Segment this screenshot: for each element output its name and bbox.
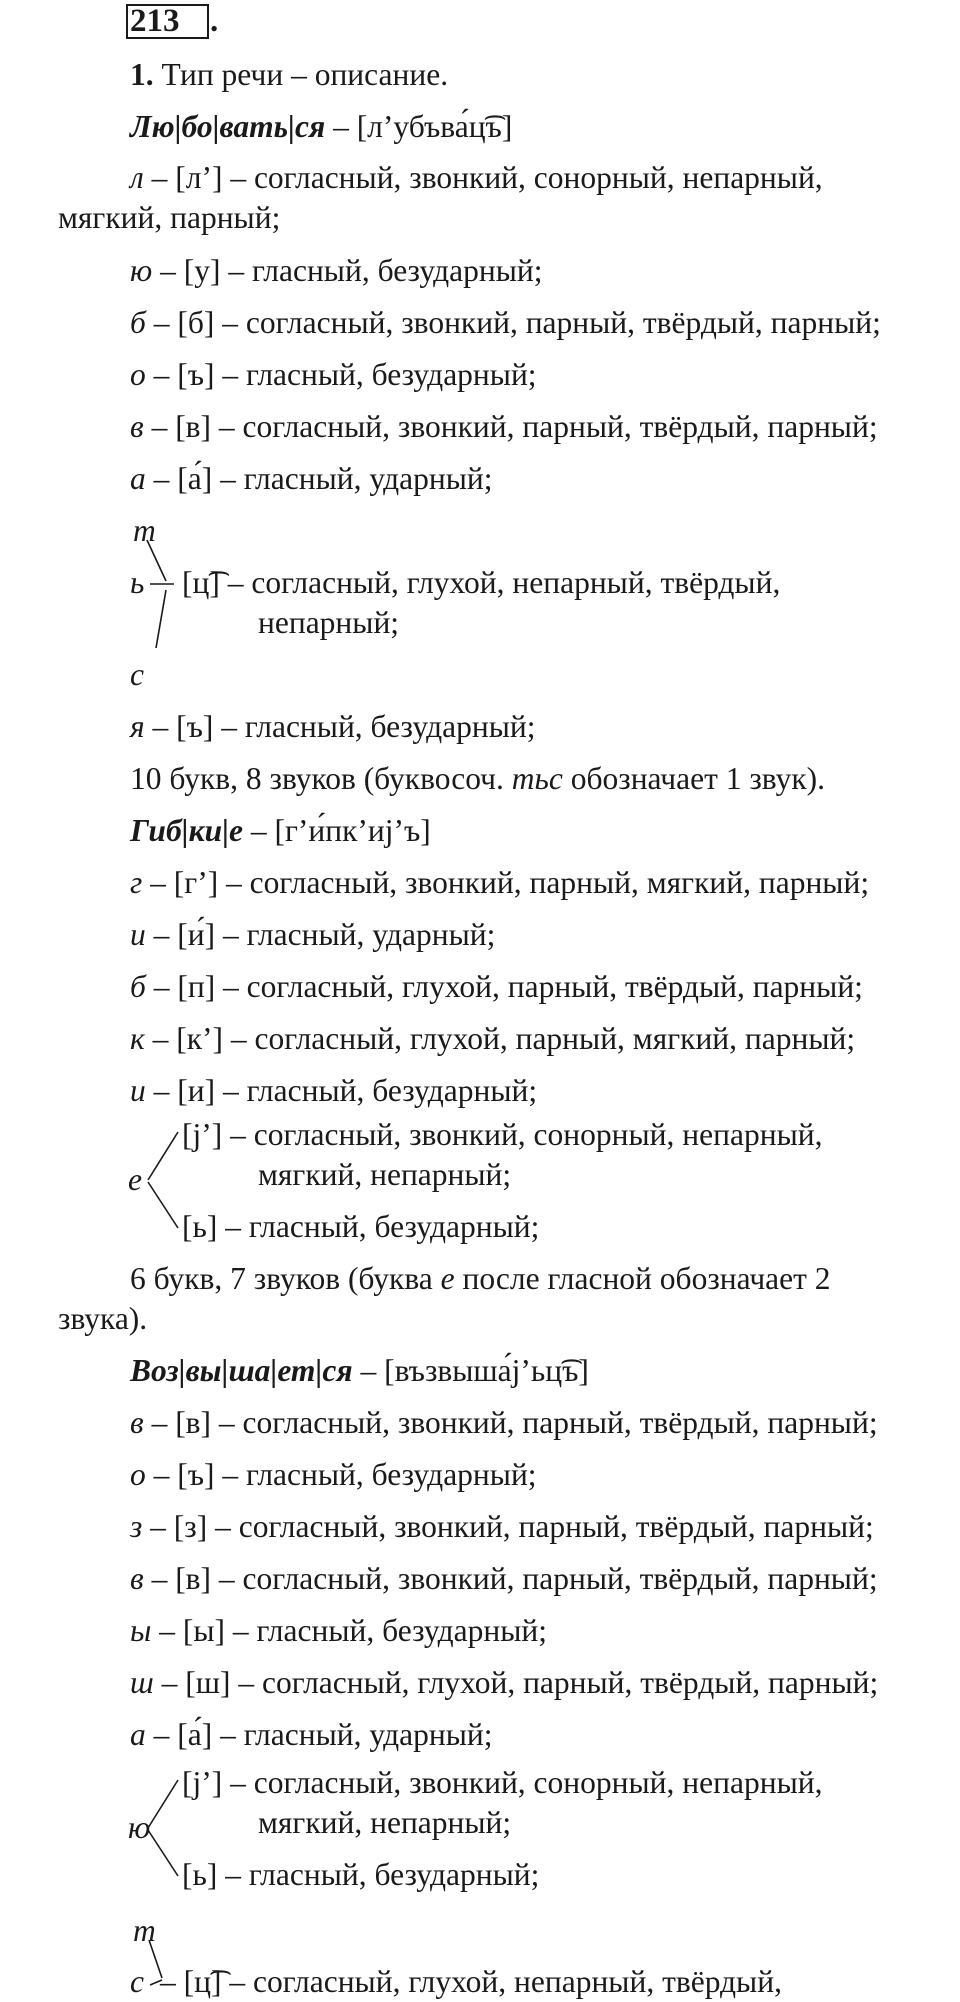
analysis-line	[130, 1611, 547, 1651]
fork-line-upper	[148, 1132, 178, 1180]
continuation-text: мягкий, парный;	[58, 200, 281, 235]
analysis-line	[130, 1403, 878, 1443]
letter: т	[133, 513, 156, 548]
letter: а	[130, 461, 146, 496]
letter-description: – [у] – гласный, безударный;	[160, 253, 543, 288]
letter-description: [ц͡] – согласный, глухой, непарный, твёрдый,	[182, 565, 781, 600]
summary-text: после гласной обозначает 2	[462, 1261, 831, 1296]
letter-description: – [в] – согласный, звонкий, парный, твёрдый, парный;	[151, 1405, 878, 1440]
analysis-line	[130, 355, 537, 395]
letter-description: – [ы] – гласный, безударный;	[159, 1613, 548, 1648]
letter: в	[130, 1561, 144, 1596]
intro-line	[130, 55, 448, 95]
analysis-line	[130, 1715, 493, 1755]
letter: с	[130, 1964, 144, 1999]
letter-description: [j’] – согласный, звонкий, сонорный, непарный,	[182, 1117, 823, 1152]
letter: т	[133, 1913, 156, 1948]
analysis-line	[130, 251, 543, 291]
letter: з	[130, 1509, 143, 1544]
analysis-line	[130, 1071, 537, 1111]
letter: о	[130, 1457, 146, 1492]
letter: в	[130, 1405, 144, 1440]
letter: к	[130, 1021, 145, 1056]
letter-description: [ь] – гласный, безударный;	[182, 1857, 540, 1892]
fork-line-upper	[148, 1780, 178, 1828]
analysis-line-continuation: мягкий, непарный;	[258, 1805, 512, 1840]
letter-description: – [и́] – гласный, ударный;	[153, 917, 496, 952]
word1-syllables: Лю|бо|вать|ся	[130, 109, 326, 144]
letter: ю	[130, 253, 153, 288]
word1-heading	[130, 107, 512, 147]
summary-letters: е	[440, 1261, 455, 1296]
letter-description: – [ц͡] – согласный, глухой, непарный, твёрдый,	[160, 1964, 782, 1999]
bracket-line-s	[156, 590, 166, 648]
exercise-number-dot: .	[210, 3, 219, 39]
analysis-line	[130, 915, 495, 955]
letter: а	[130, 1717, 146, 1752]
letter: ш	[130, 1665, 154, 1700]
letter-description: [ь] – гласный, безударный;	[182, 1209, 540, 1244]
letter-description: – [л’] – согласный, звонкий, сонорный, непарный,	[151, 160, 823, 195]
letter-description: – [ш] – согласный, глухой, парный, твёрдый, парный;	[161, 1665, 879, 1700]
letter-description: – [а́] – гласный, ударный;	[153, 461, 493, 496]
letter-description: – [ъ] – гласный, безударный;	[153, 1457, 537, 1492]
analysis-line	[130, 158, 823, 198]
letter: в	[130, 409, 144, 444]
letter: б	[130, 305, 146, 340]
letter: л	[130, 160, 144, 195]
analysis-line	[130, 303, 881, 343]
analysis-line	[130, 707, 535, 747]
analysis-line	[130, 1019, 855, 1059]
letter-description: – [ъ] – гласный, безударный;	[153, 357, 537, 392]
letter-description: – [а́] – гласный, ударный;	[153, 1717, 493, 1752]
letter: с	[130, 657, 144, 692]
analysis-line	[130, 459, 493, 499]
fork-line-lower	[148, 1182, 178, 1228]
summary-text: 10 букв, 8 звуков (буквосоч.	[130, 761, 504, 796]
letter: ь	[130, 565, 145, 600]
letter: я	[130, 709, 145, 744]
letter-description: – [в] – согласный, звонкий, парный, твёрдый, парный;	[151, 1561, 878, 1596]
letter: ю	[128, 1810, 151, 1845]
letter-description: – [п] – согласный, глухой, парный, твёрдый, парный;	[153, 969, 863, 1004]
word3-transcription: – [възвыша́j’ьц͡ъ]	[360, 1353, 589, 1388]
letter: ы	[130, 1613, 152, 1648]
summary-line	[130, 759, 825, 799]
word2-syllables: Гиб|ки|е	[130, 813, 244, 848]
letter: г	[130, 865, 143, 900]
word2-heading	[130, 811, 431, 851]
summary-letters: тьс	[511, 761, 563, 796]
summary-text: обозначает 1 звук).	[570, 761, 826, 796]
summary-line	[130, 1259, 831, 1299]
analysis-line-continuation: непарный;	[258, 605, 400, 640]
analysis-line	[130, 967, 863, 1007]
word3-syllables: Воз|вы|ша|ет|ся	[130, 1353, 353, 1388]
intro-text: Тип речи – описание.	[161, 57, 449, 92]
letter: и	[130, 917, 146, 952]
fork-line-lower	[148, 1830, 178, 1876]
intro-number: 1.	[130, 57, 154, 92]
letter-description: – [к’] – согласный, глухой, парный, мягкий, парный;	[152, 1021, 856, 1056]
letter-description: – [г’] – согласный, звонкий, парный, мягкий, парный;	[150, 865, 870, 900]
letter-description: – [з] – согласный, звонкий, парный, твёрдый, парный;	[150, 1509, 874, 1544]
letter: и	[130, 1073, 146, 1108]
exercise-number: 213	[130, 3, 180, 39]
analysis-line	[130, 1507, 874, 1547]
analysis-line	[130, 407, 878, 447]
letter: е	[128, 1162, 142, 1197]
letter-description: – [ъ] – гласный, безударный;	[152, 709, 536, 744]
word3-heading	[130, 1351, 589, 1391]
analysis-line	[130, 1663, 878, 1703]
analysis-line	[130, 863, 869, 903]
word2-transcription: – [г’и́пк’иj’ъ]	[250, 813, 431, 848]
summary-text: 6 букв, 7 звуков (буква	[130, 1261, 433, 1296]
letter-description: – [в] – согласный, звонкий, парный, твёрдый, парный;	[151, 409, 878, 444]
letter: б	[130, 969, 146, 1004]
analysis-line	[130, 1455, 537, 1495]
letter-description: – [б] – согласный, звонкий, парный, твёрдый, парный;	[153, 305, 881, 340]
summary-continuation: звука).	[58, 1301, 148, 1336]
word1-transcription: – [л’убъва́ц͡ъ]	[333, 109, 513, 144]
letter: о	[130, 357, 146, 392]
analysis-line-continuation	[58, 198, 280, 238]
analysis-line-continuation: мягкий, непарный;	[258, 1157, 512, 1192]
letter-description: [j’] – согласный, звонкий, сонорный, непарный,	[182, 1765, 823, 1800]
letter-description: – [и] – гласный, безударный;	[153, 1073, 538, 1108]
analysis-line	[130, 1559, 878, 1599]
